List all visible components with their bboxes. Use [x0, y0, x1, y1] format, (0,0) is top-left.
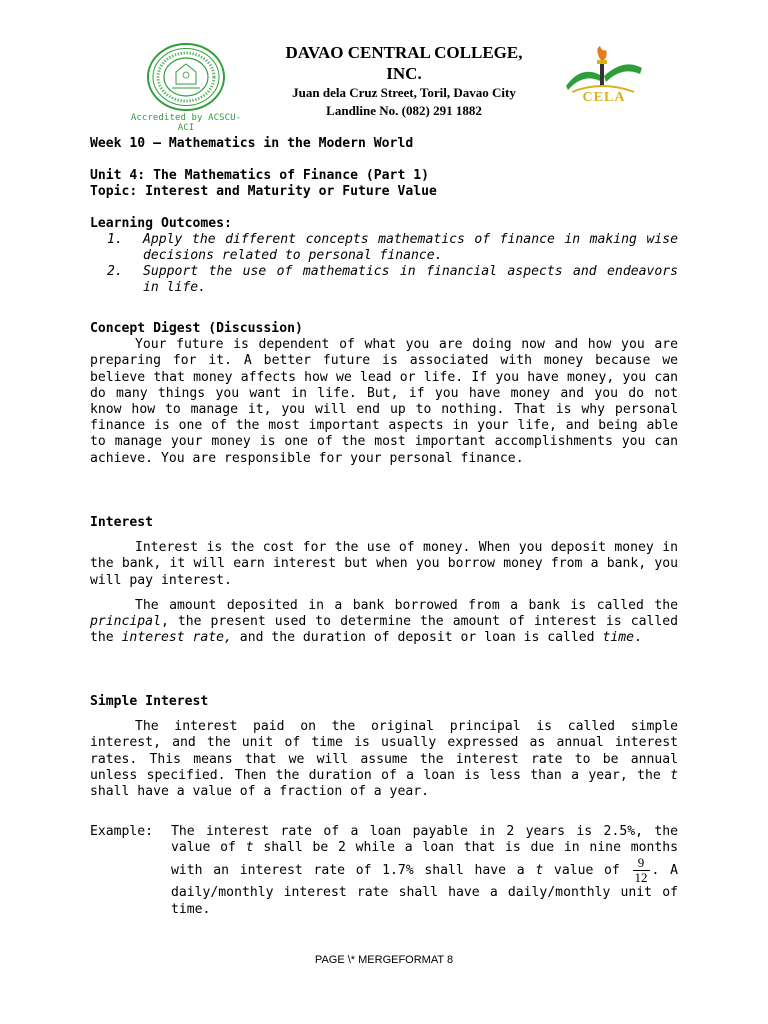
page-footer: PAGE \* MERGEFORMAT 8 — [314, 954, 454, 966]
fraction — [633, 856, 650, 885]
term-interest-rate: interest rate, — [121, 630, 232, 646]
list-item — [90, 232, 678, 264]
text-span: shall have a value of a fraction of a year. — [90, 784, 429, 800]
text-span: value of — [543, 863, 631, 879]
text-span: The interest rate of a loan payable in 2 years is 2.5%, the value of — [171, 824, 678, 856]
list-item — [90, 264, 678, 296]
college-name-line2: INC. — [386, 64, 422, 83]
learning-outcomes — [90, 216, 678, 296]
text-span: . A daily/monthly interest rate shall have a daily/monthly unit of time. — [171, 863, 678, 917]
text-span: . — [633, 630, 642, 646]
interest-paragraph-1: Interest is the cost for the use of money. When you deposit money in the bank, it will earn interest but when you borrow money from a bank, you will pay interest. — [90, 540, 678, 588]
example-text — [171, 824, 678, 918]
week-title: Week 10 – Mathematics in the Modern World — [90, 136, 414, 151]
college-name-line1: DAVAO CENTRAL COLLEGE, — [285, 43, 523, 62]
list-item-text: Support the use of mathematics in financial aspects and endeavors in life. — [143, 263, 678, 295]
variable-t: t — [245, 840, 254, 856]
concept-digest — [90, 321, 678, 467]
list-item-text: Apply the different concepts mathematics of finance in making wise decisions related to personal finance. — [143, 232, 678, 264]
list-item-number: 2. — [107, 263, 123, 279]
fraction-numerator: 9 — [633, 856, 650, 871]
variable-t: t — [670, 767, 678, 783]
term-time: time — [602, 630, 634, 646]
concept-digest-title: Concept Digest (Discussion) — [90, 321, 303, 336]
text-span: shall be 2 while a loan that is due in nine months with an interest rate of 1.7% shall have a — [171, 840, 678, 879]
cela-logo-icon — [562, 46, 646, 112]
simple-interest-title: Simple Interest — [90, 694, 209, 709]
text-span: , the present used to determine the amount of interest is called the — [90, 614, 678, 646]
learning-outcomes-title: Learning Outcomes: — [90, 216, 232, 231]
college-address: Juan dela Cruz Street, Toril, Davao City — [292, 85, 516, 100]
text-span: The interest paid on the original principal is called simple interest, and the unit of time is usually expressed as annual interest rates. This means that we will assume the interest rate to be annual unless specified. Then the duration of a loan is less than a year, the — [90, 719, 678, 783]
term-principal: principal — [90, 614, 161, 630]
concept-digest-text: Your future is dependent of what you are doing now and how you are preparing for it. A better future is associated with money because we believe that money affects how we lead or life. If you have money, you can do many things you want in life. But, if you have money and you do not know how to manage it, you will end up to nothing. That is why personal finance is one of the most important aspects in your life, and being able to manage your money is one of the most important accomplishments you can achieve. You are responsible for your personal finance. — [90, 337, 678, 466]
college-seal-icon — [146, 42, 226, 112]
interest-section — [90, 515, 678, 646]
example-block — [90, 824, 678, 918]
fraction-denominator: 12 — [634, 870, 648, 886]
list-item-number: 1. — [107, 232, 123, 248]
accreditation-text: Accredited by ACSCU-ACI — [130, 113, 242, 133]
text-span: and the duration of deposit or loan is called — [231, 630, 603, 646]
text-span: The amount deposited in a bank borrowed from a bank is called the — [135, 597, 678, 613]
example-label: Example: — [90, 824, 154, 839]
college-landline: Landline No. (082) 291 1882 — [326, 103, 482, 118]
college-header — [258, 42, 550, 120]
unit-title: Unit 4: The Mathematics of Finance (Part 1) — [90, 168, 429, 183]
interest-title: Interest — [90, 515, 154, 530]
simple-interest-section — [90, 694, 678, 800]
cela-logo-text: CELA — [582, 90, 626, 105]
interest-paragraph-2 — [90, 598, 678, 647]
topic-title: Topic: Interest and Maturity or Future Value — [90, 184, 437, 199]
simple-interest-paragraph — [90, 719, 678, 800]
variable-t: t — [535, 863, 544, 879]
